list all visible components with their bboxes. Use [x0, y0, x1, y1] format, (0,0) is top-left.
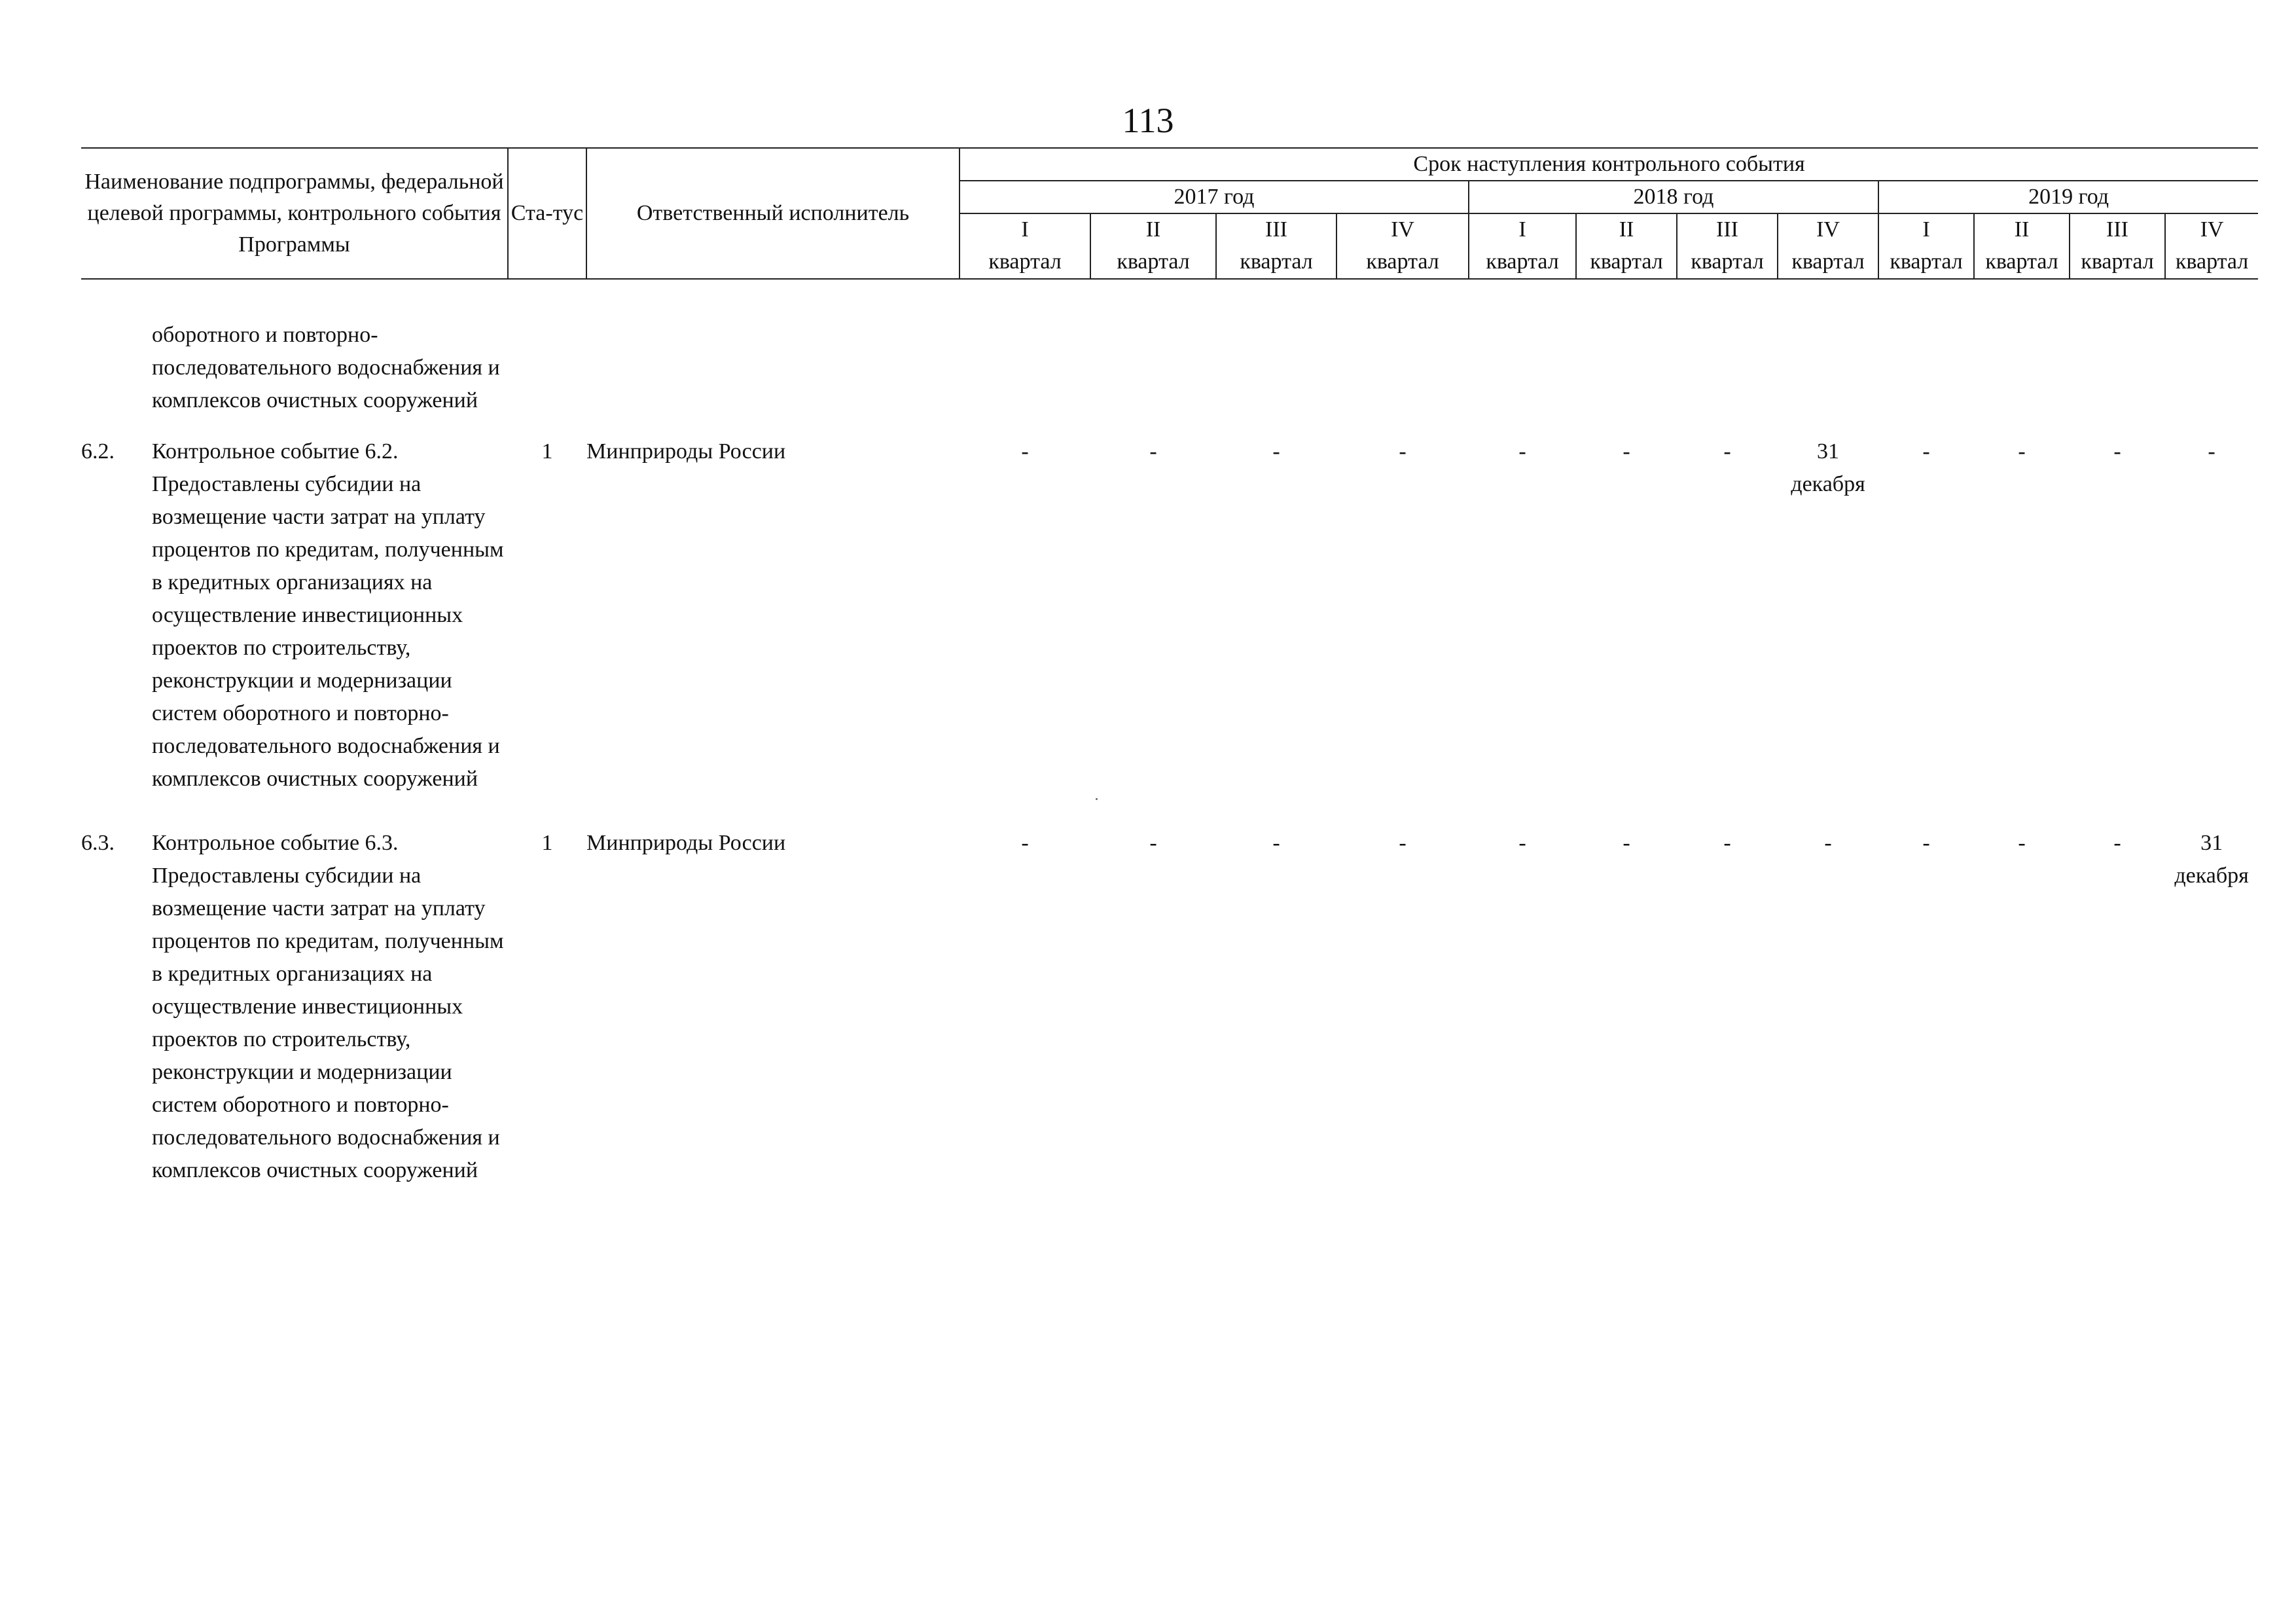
event-status: 1 — [541, 439, 553, 464]
quarter-numeral: III — [2106, 217, 2128, 242]
quarter-value: - — [1723, 439, 1731, 464]
header-year-2019: 2019 год — [1878, 181, 2258, 213]
event-row — [81, 809, 2258, 1187]
quarter-numeral: I — [1518, 217, 1526, 242]
quarter-value: - — [1824, 831, 1832, 855]
quarter-label: квартал — [1117, 249, 1190, 274]
event-rows — [81, 417, 2258, 1187]
quarter-value: - — [2113, 439, 2121, 464]
header-executor-column: Ответственный исполнитель — [586, 148, 960, 279]
header-year-2017: 2017 год — [960, 181, 1469, 213]
quarter-label: квартал — [1240, 249, 1313, 274]
quarter-value: - — [1399, 831, 1407, 855]
quarter-value: - — [2208, 439, 2215, 464]
quarter-value: - — [1399, 439, 1407, 464]
scan-dot — [1096, 798, 1098, 800]
quarter-value: 31 декабря — [1791, 439, 1865, 496]
quarter-label: квартал — [1791, 249, 1865, 274]
event-number: 6.2. — [81, 439, 115, 464]
quarter-label: квартал — [988, 249, 1062, 274]
quarter-value: - — [1623, 439, 1630, 464]
quarter-value: - — [1623, 831, 1630, 855]
quarter-label: квартал — [2175, 249, 2249, 274]
continuation-row — [81, 279, 2258, 417]
event-row — [81, 417, 2258, 795]
quarter-value: - — [1272, 831, 1280, 855]
quarter-numeral: IV — [1391, 217, 1414, 242]
header-period-title: Срок наступления контрольного события — [960, 148, 2258, 181]
quarter-numeral: II — [2014, 217, 2030, 242]
header-status-column: Ста-тус — [508, 148, 586, 279]
quarter-value: - — [1922, 439, 1930, 464]
header-quarter-3 — [1216, 213, 1336, 279]
event-name: Контрольное событие 6.2. Предоставлены субсидии на возмещение части затрат на уплату процентов по кредитам, полученным в кредитных организациях на осуществление инвестиционных проектов по строительству, реконструкции и модернизации систем оборотного и повторно-последовательного водоснабжения и комплексов очистных сооружений — [152, 439, 504, 791]
quarter-value: 31 декабря — [2174, 831, 2249, 888]
header-name-column: Наименование подпрограммы, федеральной целевой программы, контрольного события Программы — [81, 148, 508, 279]
quarter-label: квартал — [1590, 249, 1663, 274]
control-events-table — [81, 147, 2258, 1187]
event-number: 6.3. — [81, 831, 115, 855]
quarter-value: - — [1518, 439, 1526, 464]
quarter-numeral: III — [1716, 217, 1738, 242]
header-quarter-11 — [2070, 213, 2165, 279]
event-status: 1 — [541, 831, 553, 855]
quarter-label: квартал — [1366, 249, 1439, 274]
quarter-numeral: IV — [1816, 217, 1840, 242]
quarter-value: - — [2113, 831, 2121, 855]
quarter-value: - — [1149, 831, 1157, 855]
quarter-label: квартал — [1985, 249, 2058, 274]
quarter-numeral: II — [1145, 217, 1161, 242]
header-quarter-6 — [1576, 213, 1677, 279]
header-quarter-12 — [2165, 213, 2258, 279]
header-quarter-5 — [1469, 213, 1576, 279]
continuation-text: оборотного и повторно-последовательного водоснабжения и комплексов очистных сооружений — [152, 323, 500, 412]
header-quarter-1 — [960, 213, 1090, 279]
quarter-value: - — [1518, 831, 1526, 855]
header-quarter-4 — [1336, 213, 1469, 279]
quarter-value: - — [2018, 831, 2026, 855]
header-year-2018: 2018 год — [1469, 181, 1878, 213]
header-quarter-10 — [1974, 213, 2070, 279]
quarter-value: - — [1021, 439, 1029, 464]
quarter-numeral: I — [1021, 217, 1029, 242]
quarter-value: - — [1272, 439, 1280, 464]
quarter-numeral: IV — [2200, 217, 2224, 242]
quarter-value: - — [1922, 831, 1930, 855]
quarter-label: квартал — [1691, 249, 1764, 274]
header-quarter-9 — [1878, 213, 1974, 279]
quarter-numeral: I — [1922, 217, 1930, 242]
quarter-value: - — [1021, 831, 1029, 855]
header-quarter-2 — [1090, 213, 1216, 279]
quarter-numeral: III — [1265, 217, 1287, 242]
quarter-value: - — [1723, 831, 1731, 855]
quarter-value: - — [1149, 439, 1157, 464]
row-spacer — [81, 795, 2258, 809]
header-quarter-8 — [1778, 213, 1878, 279]
event-name: Контрольное событие 6.3. Предоставлены субсидии на возмещение части затрат на уплату процентов по кредитам, полученным в кредитных организациях на осуществление инвестиционных проектов по строительству, реконструкции и модернизации систем оборотного и повторно-последовательного водоснабжения и комплексов очистных сооружений — [152, 831, 504, 1182]
event-executor: Минприроды России — [586, 439, 786, 464]
quarter-label: квартал — [2081, 249, 2154, 274]
header-quarter-7 — [1677, 213, 1778, 279]
quarter-label: квартал — [1486, 249, 1559, 274]
quarter-numeral: II — [1619, 217, 1634, 242]
event-executor: Минприроды России — [586, 831, 786, 855]
quarter-value: - — [2018, 439, 2026, 464]
page-number: 113 — [1122, 101, 1174, 140]
quarter-label: квартал — [1890, 249, 1963, 274]
